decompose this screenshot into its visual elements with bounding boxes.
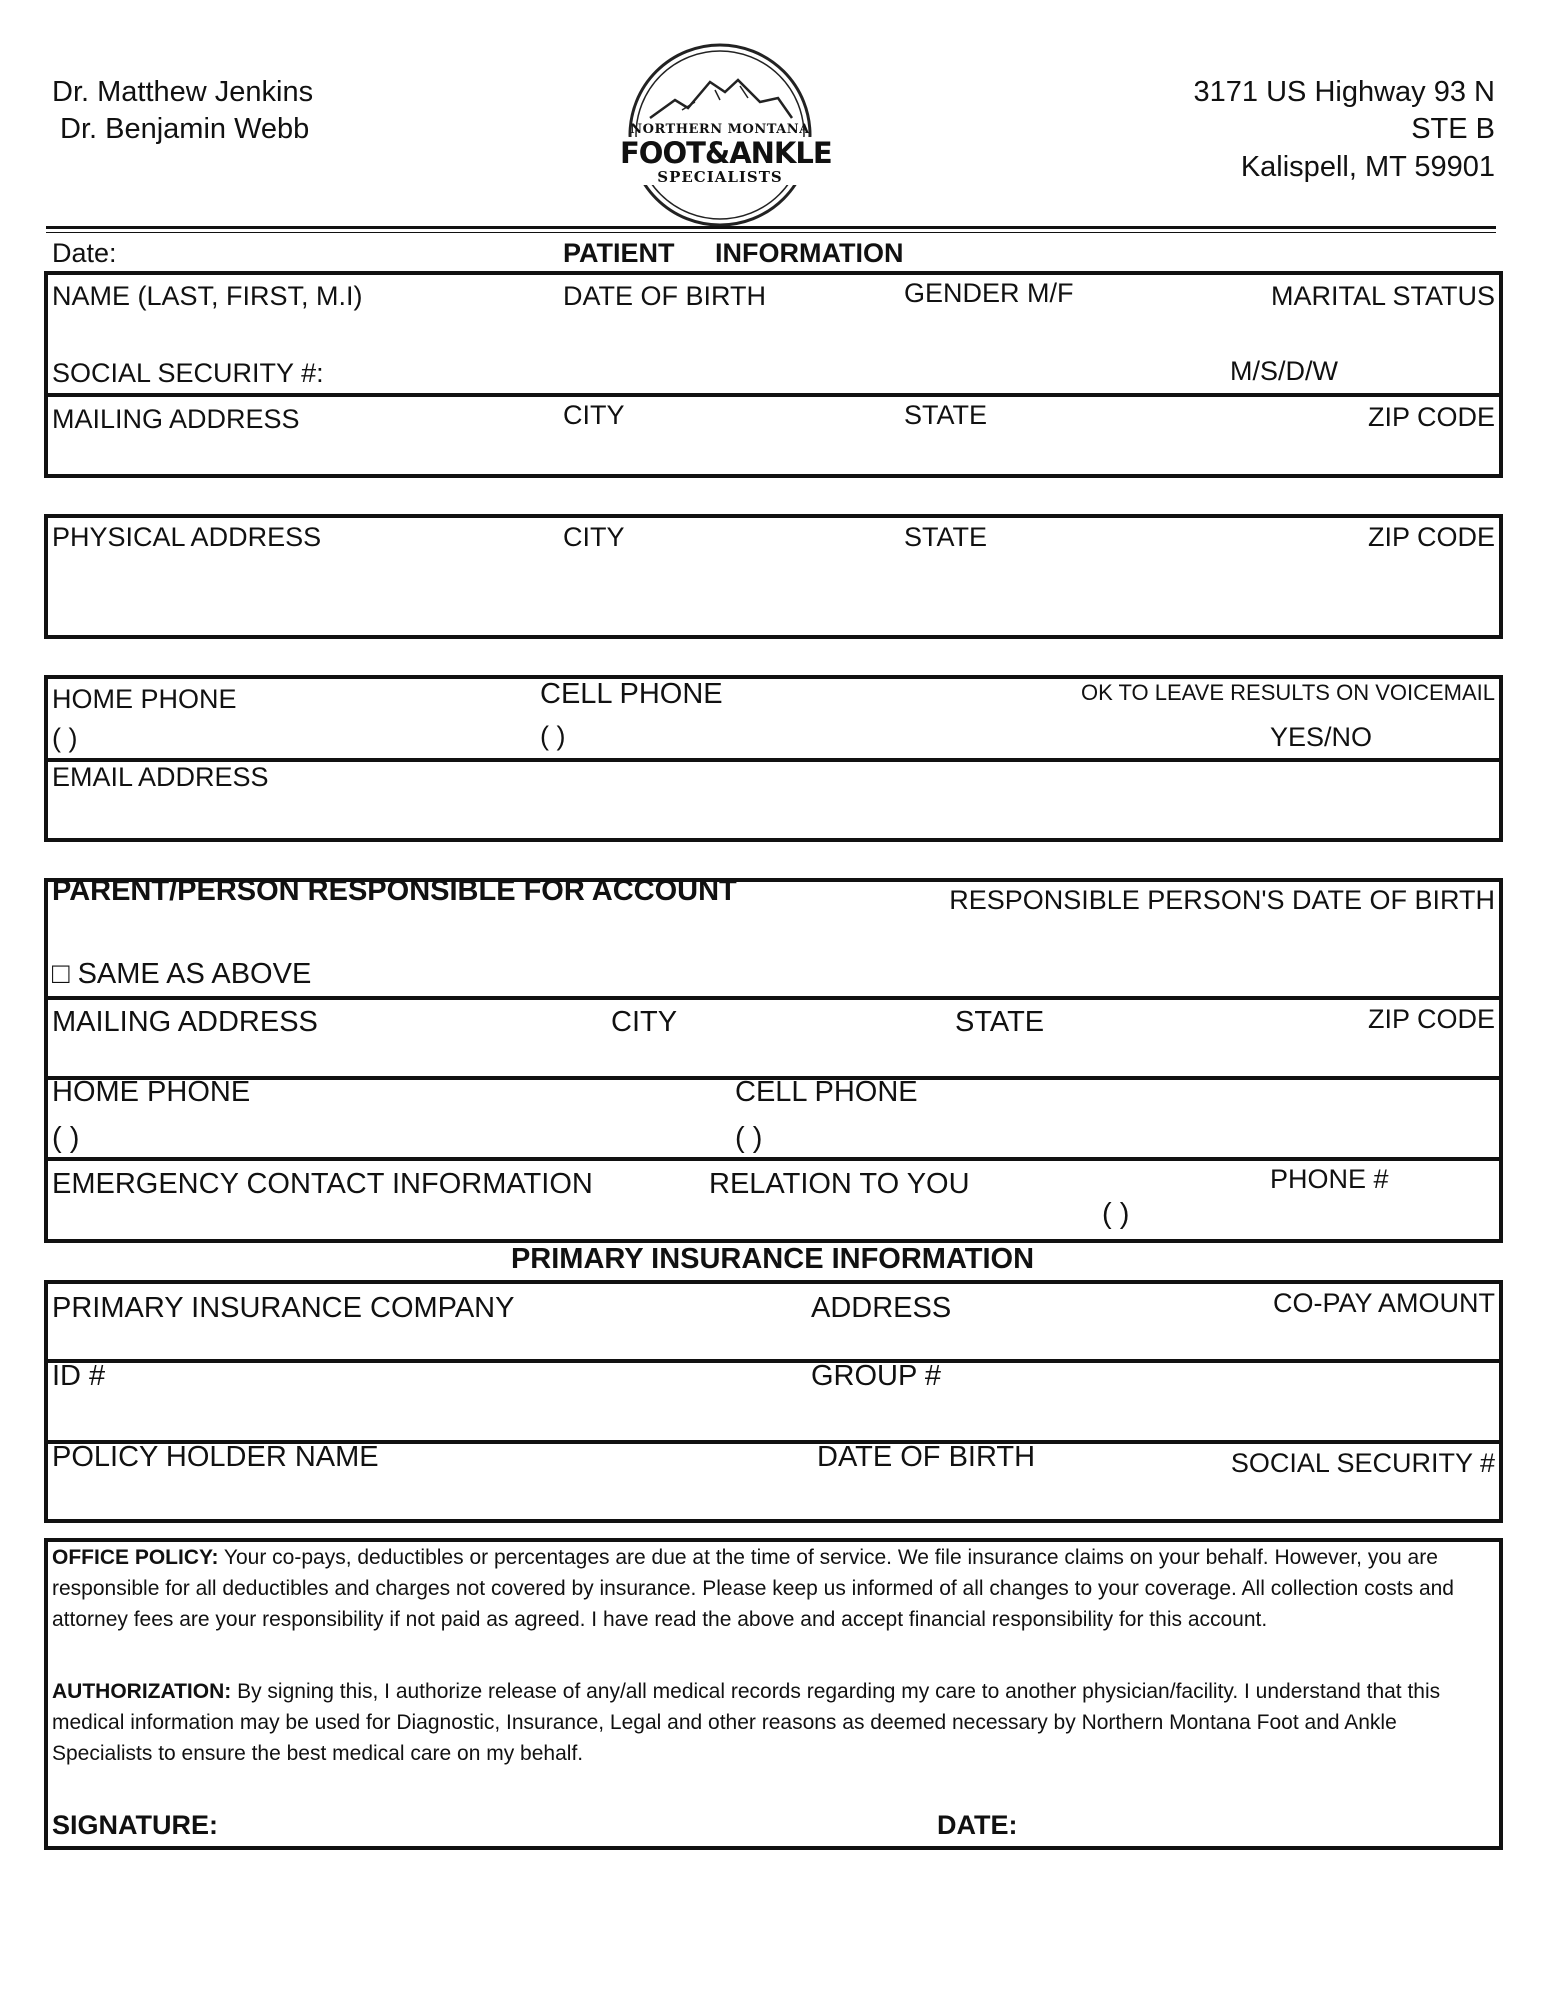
cell-phone-label: CELL PHONE [540, 678, 723, 710]
authorization-title: AUTHORIZATION: [52, 1680, 232, 1703]
responsible-home-phone-parens: ( ) [52, 1122, 80, 1154]
doctor-name-1: Dr. Matthew Jenkins [52, 76, 314, 108]
mailing-state-label: STATE [904, 400, 988, 430]
policy-holder-label: POLICY HOLDER NAME [52, 1441, 379, 1473]
mailing-city-label: CITY [563, 400, 625, 430]
section-title-patient: PATIENT [563, 238, 675, 268]
dob-label: DATE OF BIRTH [563, 281, 767, 311]
responsible-zip-label: ZIP CODE [1367, 1004, 1495, 1034]
header-divider-thin [46, 232, 1496, 233]
insurance-group-label: GROUP # [811, 1360, 942, 1392]
mailing-zip-label: ZIP CODE [1367, 402, 1495, 432]
responsible-cell-phone-label: CELL PHONE [735, 1076, 918, 1108]
patient-row-divider [44, 393, 1503, 397]
email-label: EMAIL ADDRESS [52, 762, 269, 792]
responsible-home-phone-label: HOME PHONE [52, 1076, 251, 1108]
emergency-contact-label: EMERGENCY CONTACT INFORMATION [52, 1168, 593, 1200]
home-phone-label: HOME PHONE [52, 684, 237, 714]
office-address-line-3: Kalispell, MT 59901 [1240, 151, 1495, 183]
insurance-divider-1 [44, 1359, 1503, 1363]
insurance-id-label: ID # [52, 1360, 106, 1392]
responsible-state-label: STATE [955, 1006, 1045, 1038]
signature-label: SIGNATURE: [52, 1810, 218, 1840]
voicemail-label: OK TO LEAVE RESULTS ON VOICEMAIL [1080, 680, 1495, 705]
insurance-company-label: PRIMARY INSURANCE COMPANY [52, 1292, 515, 1324]
copay-label: CO-PAY AMOUNT [1272, 1288, 1495, 1318]
header-divider [46, 226, 1496, 229]
responsible-divider-3 [44, 1157, 1503, 1161]
responsible-dob-label: RESPONSIBLE PERSON'S DATE OF BIRTH [949, 885, 1495, 915]
authorization-text: By signing this, I authorize release of any/all medical records regarding my care to another physician/facility. I understand that this medical information may be used for Diagnostic, Insurance, Legal and other reasons as deemed necessary by Northern Montana Foot and Ankle Specialists to ensure the best medical care on my behalf. [52, 1680, 1441, 1765]
office-policy-text: Your co-pays, deductibles or percentages are due at the time of service. We file insurance claims on your behalf. However, you are responsible for all deductibles and charges not covered by insurance. Please keep us informed of all changes to your coverage. All collection costs and attorney fees are your responsibility if not paid as agreed. I have read the above and accept financial responsibility for this account. [52, 1546, 1454, 1631]
office-address-line-2: STE B [1411, 113, 1495, 145]
policy-holder-dob-label: DATE OF BIRTH [817, 1441, 1036, 1473]
name-label: NAME (LAST, FIRST, M.I) [52, 281, 363, 311]
doctor-name-2: Dr. Benjamin Webb [60, 113, 310, 145]
logo-line-2: FOOT&ANKLE [620, 136, 832, 170]
physical-zip-label: ZIP CODE [1367, 522, 1495, 552]
responsible-cell-phone-parens: ( ) [735, 1122, 763, 1154]
ssn-label: SOCIAL SECURITY #: [52, 358, 324, 388]
same-as-above-checkbox[interactable]: □ SAME AS ABOVE [52, 958, 312, 990]
home-phone-parens: ( ) [52, 723, 78, 753]
insurance-section-title: PRIMARY INSURANCE INFORMATION [510, 1243, 1035, 1275]
logo-line-3: SPECIALISTS [657, 168, 783, 186]
mailing-address-label: MAILING ADDRESS [52, 404, 300, 434]
signature-date-label: DATE: [937, 1810, 1018, 1840]
physical-address-label: PHYSICAL ADDRESS [52, 522, 322, 552]
logo-line-1: NORTHERN MONTANA [630, 122, 810, 137]
policy-holder-ssn-label: SOCIAL SECURITY # [1230, 1448, 1495, 1478]
voicemail-yes-no: YES/NO [1270, 722, 1373, 752]
date-label: Date: [52, 238, 117, 268]
emergency-phone-parens: ( ) [1102, 1198, 1130, 1230]
insurance-address-label: ADDRESS [811, 1292, 952, 1324]
physical-state-label: STATE [904, 522, 988, 552]
responsible-mailing-label: MAILING ADDRESS [52, 1006, 318, 1038]
section-title-information: INFORMATION [715, 238, 904, 268]
office-policy-title: OFFICE POLICY: [52, 1546, 219, 1569]
marital-options: M/S/D/W [1230, 356, 1338, 386]
marital-status-label: MARITAL STATUS [1270, 281, 1495, 311]
emergency-phone-label: PHONE # [1270, 1164, 1389, 1194]
responsible-city-label: CITY [611, 1006, 678, 1038]
physical-city-label: CITY [563, 522, 625, 552]
responsible-divider-1 [44, 996, 1503, 1000]
responsible-title: PARENT/PERSON RESPONSIBLE FOR ACCOUNT [52, 875, 737, 907]
office-address-line-1: 3171 US Highway 93 N [1193, 76, 1495, 108]
relation-label: RELATION TO YOU [709, 1168, 970, 1200]
authorization-paragraph [52, 1676, 1492, 1769]
cell-phone-parens: ( ) [540, 721, 566, 751]
office-policy-paragraph [52, 1542, 1492, 1635]
clinic-logo [620, 40, 832, 230]
gender-label: GENDER M/F [904, 278, 1074, 308]
